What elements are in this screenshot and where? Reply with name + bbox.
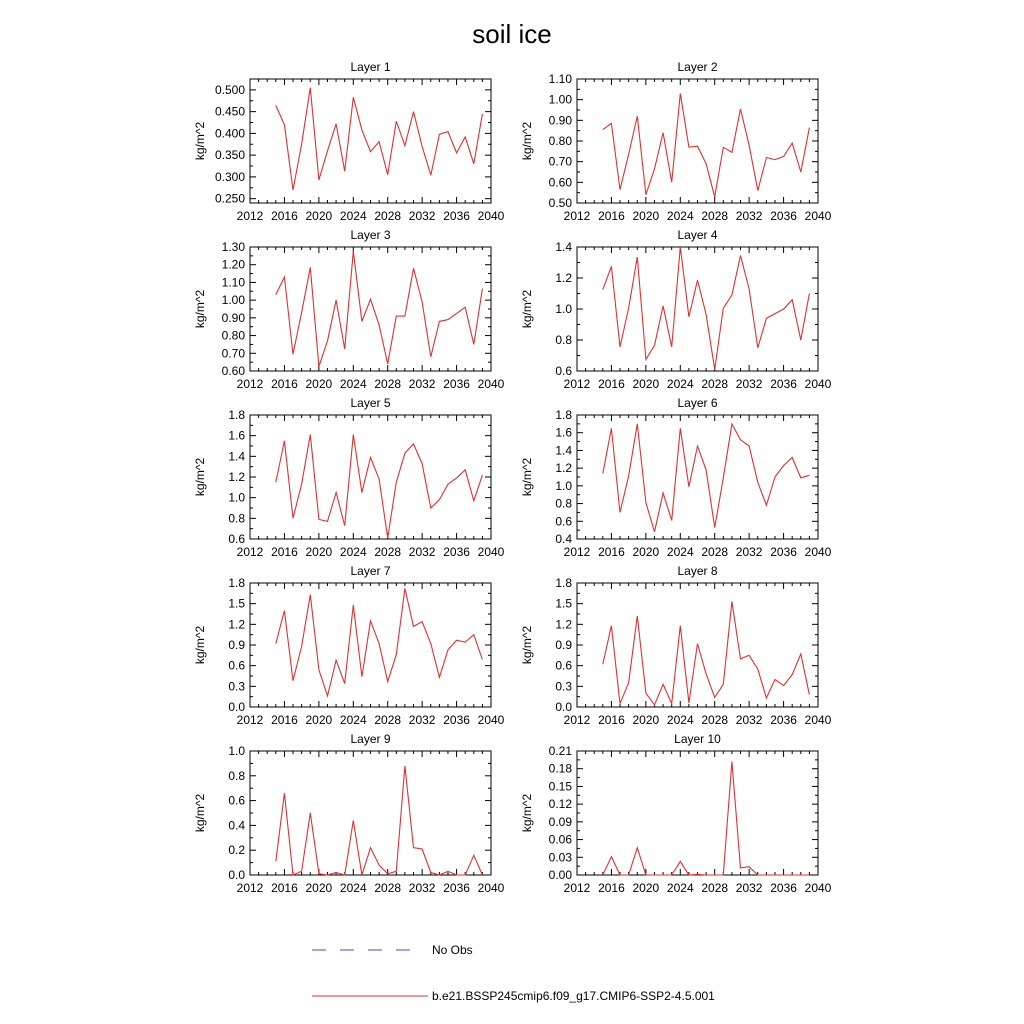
series-line: [276, 88, 483, 190]
y-tick-label: 0.80: [548, 134, 572, 148]
x-tick-label: 2012: [236, 209, 264, 223]
y-tick-label: 0.60: [548, 175, 572, 190]
series-line: [276, 766, 483, 875]
plot-frame: [577, 247, 818, 371]
y-tick-label: 1.00: [221, 293, 245, 308]
x-tick-label: 2028: [374, 881, 402, 895]
panel-title: Layer 5: [350, 396, 391, 410]
y-tick-label: 0.12: [548, 797, 572, 812]
panel-title: Layer 9: [350, 732, 391, 746]
series-line: [276, 435, 483, 538]
y-tick-label: 1.8: [555, 576, 572, 590]
y-tick-label: 0.250: [214, 191, 245, 206]
y-tick-label: 0.80: [221, 328, 245, 343]
x-tick-label: 2024: [339, 209, 367, 223]
x-tick-label: 2020: [305, 209, 333, 223]
x-tick-label: 2020: [632, 545, 660, 559]
series-line: [603, 424, 810, 532]
panel-layer-10: [520, 732, 832, 895]
x-tick-label: 2032: [735, 377, 763, 391]
x-tick-label: 2036: [443, 545, 470, 559]
y-tick-label: 0.60: [221, 364, 245, 378]
legend-label-no-obs: No Obs: [432, 943, 473, 957]
y-tick-label: 1.5: [555, 596, 572, 611]
x-tick-label: 2040: [804, 713, 832, 727]
panel-layer-3: [193, 228, 505, 391]
x-tick-label: 2028: [374, 545, 402, 559]
y-tick-label: 0.500: [214, 82, 245, 97]
y-tick-label: 1.0: [228, 744, 245, 758]
y-axis-label: kg/m^2: [193, 625, 207, 665]
y-tick-label: 0.6: [228, 532, 245, 546]
y-tick-label: 0.03: [548, 850, 572, 865]
panel-layer-5: [193, 396, 505, 559]
y-axis-label: kg/m^2: [520, 457, 534, 497]
legend: [312, 943, 715, 1003]
y-axis-label: kg/m^2: [520, 121, 534, 161]
y-axis-label: kg/m^2: [193, 121, 207, 161]
y-tick-label: 0.6: [228, 793, 245, 808]
plot-frame: [577, 415, 818, 539]
series-line: [603, 94, 810, 197]
x-tick-label: 2024: [666, 209, 694, 223]
y-tick-label: 0.2: [228, 843, 245, 858]
series-line: [276, 251, 483, 366]
x-tick-label: 2036: [770, 377, 797, 391]
y-tick-label: 0.0: [555, 700, 572, 714]
y-tick-label: 1.10: [221, 275, 245, 290]
x-tick-label: 2020: [305, 881, 333, 895]
y-tick-label: 1.2: [555, 617, 572, 632]
x-tick-label: 2040: [477, 545, 505, 559]
figure-title: soil ice: [472, 19, 552, 49]
y-tick-label: 0.0: [228, 868, 245, 882]
x-tick-label: 2028: [701, 209, 729, 223]
series-line: [603, 247, 810, 369]
panel-layer-7: [193, 564, 505, 727]
x-tick-label: 2012: [236, 377, 264, 391]
y-tick-label: 0.00: [548, 868, 572, 882]
x-tick-label: 2024: [666, 713, 694, 727]
x-tick-label: 2040: [477, 713, 505, 727]
x-tick-label: 2032: [408, 377, 436, 391]
y-tick-label: 0.70: [548, 154, 572, 169]
y-tick-label: 1.0: [555, 478, 572, 493]
y-tick-label: 0.8: [555, 333, 572, 347]
x-tick-label: 2028: [701, 713, 729, 727]
x-tick-label: 2020: [305, 713, 333, 727]
y-tick-label: 0.15: [548, 779, 572, 794]
x-tick-label: 2020: [632, 713, 660, 727]
y-tick-label: 0.0: [228, 700, 245, 714]
y-tick-label: 0.9: [228, 638, 245, 652]
x-tick-label: 2024: [666, 377, 694, 391]
x-tick-label: 2032: [408, 713, 436, 727]
y-tick-label: 0.9: [555, 638, 572, 652]
x-tick-label: 2024: [666, 881, 694, 895]
panel-layer-1: [193, 60, 505, 223]
y-tick-label: 1.5: [228, 596, 245, 611]
plot-frame: [250, 415, 491, 539]
y-tick-label: 0.400: [214, 126, 245, 141]
x-tick-label: 2016: [271, 545, 298, 559]
plot-frame: [250, 247, 491, 371]
panel-layer-6: [520, 396, 832, 559]
y-tick-label: 0.50: [548, 196, 572, 210]
x-tick-label: 2040: [804, 545, 832, 559]
x-tick-label: 2024: [339, 713, 367, 727]
x-tick-label: 2016: [598, 209, 625, 223]
x-tick-label: 2016: [271, 377, 298, 391]
x-tick-label: 2020: [305, 377, 333, 391]
y-tick-label: 1.6: [555, 425, 572, 440]
y-axis-label: kg/m^2: [193, 793, 207, 833]
x-tick-label: 2036: [443, 713, 470, 727]
x-tick-label: 2036: [770, 209, 797, 223]
y-tick-label: 1.2: [555, 461, 572, 476]
y-tick-label: 1.4: [555, 443, 572, 458]
y-tick-label: 1.8: [228, 408, 245, 422]
panel-title: Layer 6: [677, 396, 718, 410]
x-tick-label: 2040: [477, 377, 505, 391]
y-tick-label: 0.70: [221, 346, 245, 361]
x-tick-label: 2024: [666, 545, 694, 559]
panel-layer-8: [520, 564, 832, 727]
x-tick-label: 2032: [735, 713, 763, 727]
x-tick-label: 2032: [735, 209, 763, 223]
y-axis-label: kg/m^2: [193, 289, 207, 329]
y-tick-label: 0.09: [548, 814, 572, 829]
y-tick-label: 0.8: [228, 768, 245, 783]
x-tick-label: 2032: [408, 545, 436, 559]
panel-title: Layer 3: [350, 228, 391, 242]
x-tick-label: 2024: [339, 545, 367, 559]
y-tick-label: 0.21: [548, 744, 572, 758]
x-tick-label: 2036: [443, 881, 470, 895]
x-tick-label: 2020: [632, 881, 660, 895]
x-tick-label: 2036: [770, 713, 797, 727]
y-tick-label: 1.4: [228, 449, 245, 464]
y-tick-label: 0.4: [228, 818, 245, 833]
x-tick-label: 2036: [443, 377, 470, 391]
x-tick-label: 2032: [735, 545, 763, 559]
y-axis-label: kg/m^2: [520, 289, 534, 329]
y-tick-label: 0.300: [214, 169, 245, 184]
legend-label-model: b.e21.BSSP245cmip6.f09_g17.CMIP6-SSP2-4.5.001: [432, 989, 715, 1003]
x-tick-label: 2012: [236, 545, 264, 559]
y-tick-label: 0.18: [548, 761, 572, 776]
x-tick-label: 2016: [598, 881, 625, 895]
y-tick-label: 1.2: [228, 470, 245, 484]
x-tick-label: 2012: [563, 377, 591, 391]
x-tick-label: 2012: [563, 545, 591, 559]
x-tick-label: 2028: [374, 377, 402, 391]
y-tick-label: 0.8: [555, 496, 572, 511]
x-tick-label: 2032: [408, 881, 436, 895]
x-tick-label: 2040: [804, 881, 832, 895]
x-tick-label: 2028: [701, 881, 729, 895]
y-tick-label: 1.6: [228, 428, 245, 443]
y-tick-label: 0.3: [228, 679, 245, 694]
y-tick-label: 1.2: [555, 271, 572, 285]
x-tick-label: 2012: [563, 713, 591, 727]
y-tick-label: 0.90: [221, 310, 245, 325]
y-tick-label: 1.20: [221, 257, 245, 272]
plot-frame: [577, 751, 818, 875]
y-axis-label: kg/m^2: [193, 457, 207, 497]
y-tick-label: 1.10: [548, 72, 572, 86]
panel-layer-4: [520, 228, 832, 391]
x-tick-label: 2016: [598, 377, 625, 391]
x-tick-label: 2040: [804, 209, 832, 223]
y-axis-label: kg/m^2: [520, 793, 534, 833]
x-tick-label: 2024: [339, 881, 367, 895]
y-tick-label: 0.6: [555, 364, 572, 378]
x-tick-label: 2016: [598, 545, 625, 559]
panel-title: Layer 4: [677, 228, 718, 242]
y-tick-label: 0.06: [548, 832, 572, 847]
panel-title: Layer 10: [674, 732, 721, 746]
y-tick-label: 1.0: [228, 490, 245, 505]
series-line: [603, 602, 810, 705]
x-tick-label: 2040: [477, 209, 505, 223]
y-tick-label: 0.3: [555, 679, 572, 694]
y-tick-label: 1.0: [555, 302, 572, 316]
x-tick-label: 2028: [701, 377, 729, 391]
y-tick-label: 1.00: [548, 92, 572, 107]
x-tick-label: 2016: [271, 209, 298, 223]
x-tick-label: 2012: [236, 881, 264, 895]
y-tick-label: 1.8: [555, 408, 572, 422]
panel-layer-9: [193, 732, 505, 895]
panel-title: Layer 7: [350, 564, 391, 578]
y-tick-label: 1.30: [221, 240, 245, 254]
y-tick-label: 1.2: [228, 617, 245, 632]
y-tick-label: 0.350: [214, 148, 245, 163]
panel-title: Layer 2: [677, 60, 718, 74]
x-tick-label: 2024: [339, 377, 367, 391]
x-tick-label: 2016: [271, 881, 298, 895]
y-tick-label: 0.450: [214, 104, 245, 119]
x-tick-label: 2020: [305, 545, 333, 559]
x-tick-label: 2036: [770, 545, 797, 559]
y-tick-label: 1.4: [555, 240, 572, 254]
x-tick-label: 2012: [236, 713, 264, 727]
panels: [193, 60, 832, 895]
y-tick-label: 0.8: [228, 511, 245, 526]
x-tick-label: 2016: [598, 713, 625, 727]
x-tick-label: 2040: [477, 881, 505, 895]
series-line: [276, 589, 483, 697]
x-tick-label: 2036: [443, 209, 470, 223]
x-tick-label: 2020: [632, 209, 660, 223]
x-tick-label: 2020: [632, 377, 660, 391]
panel-title: Layer 8: [677, 564, 718, 578]
x-tick-label: 2016: [271, 713, 298, 727]
series-line: [603, 762, 810, 875]
y-axis-label: kg/m^2: [520, 625, 534, 665]
y-tick-label: 0.6: [228, 658, 245, 673]
x-tick-label: 2040: [804, 377, 832, 391]
panel-title: Layer 1: [350, 60, 391, 74]
x-tick-label: 2028: [374, 209, 402, 223]
panel-layer-2: [520, 60, 832, 223]
y-tick-label: 0.90: [548, 113, 572, 128]
x-tick-label: 2036: [770, 881, 797, 895]
y-tick-label: 1.8: [228, 576, 245, 590]
y-tick-label: 0.6: [555, 514, 572, 529]
y-tick-label: 0.6: [555, 658, 572, 673]
x-tick-label: 2012: [563, 881, 591, 895]
x-tick-label: 2028: [701, 545, 729, 559]
x-tick-label: 2028: [374, 713, 402, 727]
x-tick-label: 2032: [735, 881, 763, 895]
x-tick-label: 2032: [408, 209, 436, 223]
plot-frame: [250, 583, 491, 707]
y-tick-label: 0.4: [555, 532, 572, 546]
x-tick-label: 2012: [563, 209, 591, 223]
